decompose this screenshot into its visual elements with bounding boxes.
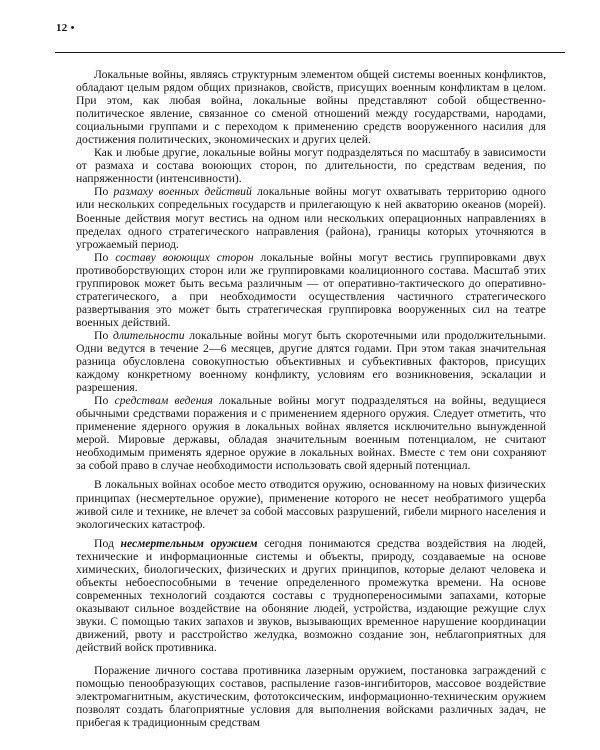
italic-term: средствам ведения: [114, 394, 213, 408]
paragraph: По длительности локальные войны могут быть скоротечными или продолжительными. Одни ведутся в течение 2—6 месяцев, другие длятся годами. При этом такая значительная разница обусловлена совокупностью объективных и субъективных факторов, присущих каждому конкретному военному конфликту, условиям его возникновения, эскалации и разрешения.: [76, 328, 546, 395]
header-rule: [55, 52, 565, 53]
italic-term: длительности: [112, 328, 185, 342]
paragraph: Под несмертельным оружием сегодня понимаются средства воздействия на людей, технические и информационные системы и объекты, природу, создаваемые на основе химических, биологических, физических и других принципов, которые делают человека и объекты небоеспособными в течение определенного промежутка времени. На основе современных технологий создаются составы с труднопереносимыми запахами, которые оказывают сильное воздействие на обоняние людей, устройства, издающие режущие слух звуки. С помощью таких запахов и звуков, вызывающих временное нарушение координации движений, рвоту и расстройство желудка, возможно создание зон, неблагоприятных для действий войск противника.: [76, 536, 546, 655]
paragraph: В локальных войнах особое место отводится оружию, основанному на новых физических принципах (несмертельное оружие), применение которого не несет необратимого ущерба живой силе и технике, не влечет за собой массовых разрушений, гибели мирного населения и экологических катастроф.: [76, 478, 546, 531]
paragraph: По составу воюющих сторон локальные войны могут вестись группировками двух противоборствующих сторон или же группировками коалиционного состава. Масштаб этих группировок может быть весьма различным — от оперативно-тактического до оперативно-стратегического, а при необходимости осуществления частичного стратегического развертывания это может быть стратегическая группировка вооруженных сил на театре военных действий.: [76, 250, 546, 329]
paragraph: Поражение личного состава противника лазерным оружием, постановка заграждений с помощью пенообразующих составов, распыление газов-ингибиторов, массовое воздействие электромагнитным, акустическим, фототоксическим, информационно-техническим оружием позволят создать благоприятные условия для выполнения войсками различных задач, не прибегая к традиционным средствам: [76, 664, 546, 730]
bold-italic-term: несмертельным оружием: [120, 536, 258, 550]
paragraph: Локальные войны, являясь структурным элементом общей системы военных конфликтов, обладают целым рядом общих признаков, свойств, присущих военным конфликтам в целом. При этом, как любая война, локальные войны представляют собой общественно-политическое явление, связанное со сменой отношений между государствами, народами, социальными группами и с переходом к применению средств вооруженного насилия для достижения политических, экономических и других целей.: [76, 68, 546, 147]
italic-term: составу воюющих сторон: [115, 250, 254, 264]
paragraph: Как и любые другие, локальные войны могут подразделяться по масштабу в зависимости от размаха и состава воюющих сторон, по длительности, по средствам ведения, по напряженности (интенсивности).: [76, 146, 546, 186]
page-number: 12: [56, 22, 68, 34]
body-text: [76, 68, 546, 729]
paragraph: По средствам ведения локальные войны могут подразделяться на войны, ведущиеся обычными средствами поражения и с применением ядерного оружия. Следует отметить, что применение ядерного оружия в локальных войнах является исключительно вынужденной мерой. Мировые державы, обладая значительным военным потенциалом, не считают необходимым применять ядерное оружие в локальных войнах. Вместе с тем они сохраняют за собой право в случае необходимости использовать свой ядерный потенциал.: [76, 394, 546, 473]
page-header: [56, 22, 75, 34]
italic-term: размаху военных действий: [113, 185, 252, 199]
page-number-bullet: •: [70, 22, 75, 34]
paragraph: По размаху военных действий локальные войны могут охватывать территорию одного или нескольких сопредельных государств и прилегающую к ней акваторию океанов (морей). Военные действия могут вестись на одном или нескольких операционных направлениях в пределах одного стратегического направления (района), границы которых уточняются в угрожаемый период.: [76, 185, 546, 251]
